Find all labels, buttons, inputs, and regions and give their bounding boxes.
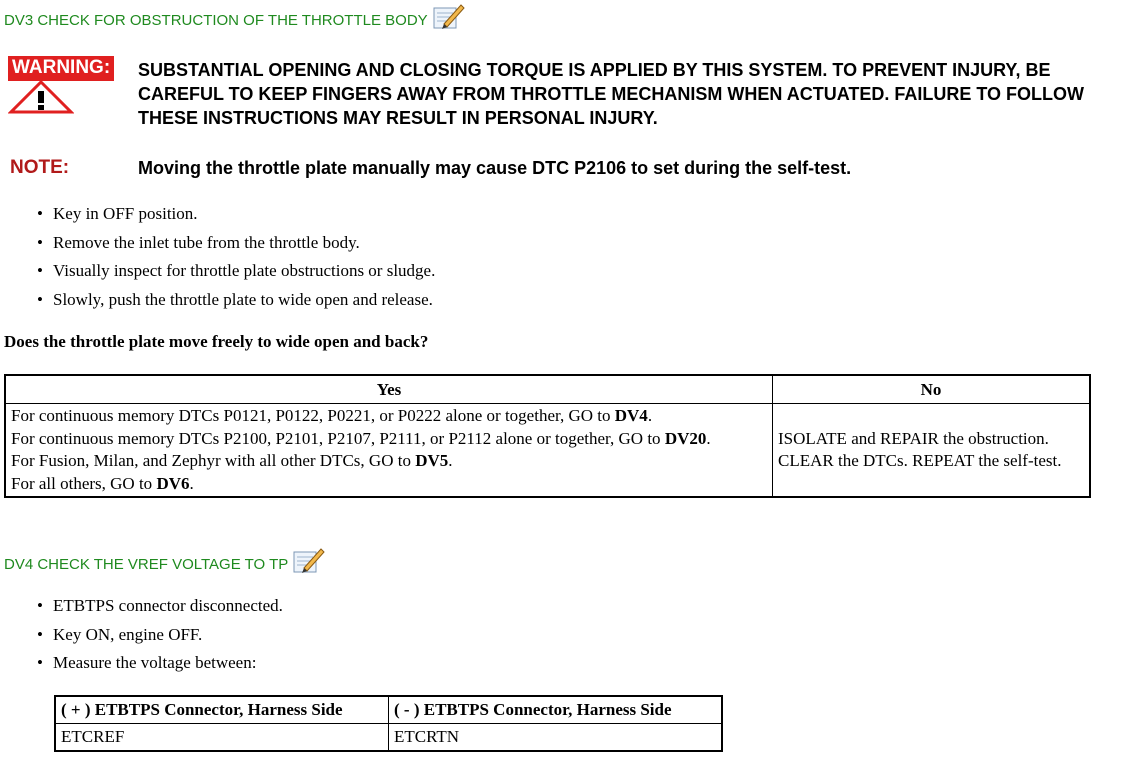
- yes-cell: [5, 404, 773, 498]
- yes-line-text: For continuous memory DTCs P0121, P0122, P0221, or P0222 alone or together, GO to: [11, 406, 615, 425]
- list-item: • Key in OFF position.: [0, 200, 435, 229]
- dv3-steps: [0, 200, 435, 314]
- yes-line: [11, 405, 767, 428]
- note-label: NOTE:: [10, 157, 70, 178]
- no-line: ISOLATE and REPAIR the obstruction.: [778, 428, 1049, 448]
- dv4-title: [4, 542, 326, 576]
- no-header: No: [773, 375, 1091, 404]
- yes-line: [11, 428, 767, 451]
- no-cell: [773, 404, 1091, 498]
- list-item: • ETBTPS connector disconnected.: [0, 592, 283, 621]
- edit-pen-icon[interactable]: [292, 546, 326, 576]
- yes-line-punct: .: [706, 428, 711, 448]
- goto-link-dv4[interactable]: DV4: [614, 406, 648, 425]
- dv3-title: [4, 0, 466, 32]
- yes-line-punct: .: [448, 451, 453, 470]
- yes-line: [11, 473, 767, 496]
- dv4-title-text: DV4 CHECK THE VREF VOLTAGE TO TP: [4, 556, 289, 573]
- yes-header: Yes: [5, 375, 773, 404]
- goto-link-dv5[interactable]: DV5: [415, 451, 449, 470]
- positive-connector-header: ( + ) ETBTPS Connector, Harness Side: [55, 696, 389, 724]
- dv4-steps: [0, 592, 283, 678]
- warning-text: SUBSTANTIAL OPENING AND CLOSING TORQUE IS APPLIED BY THIS SYSTEM. TO PREVENT INJURY, BE CAREFUL TO KEEP FINGERS AWAY FROM THROTTLE MECHANISM WHEN ACTUATED. FAILURE TO FOLLOW THESE INSTRUCTIONS MAY RESULT IN PERSONAL INJURY.: [138, 60, 1085, 128]
- warning-badge: WARNING:: [8, 56, 114, 81]
- connector-table: [54, 695, 723, 752]
- table-header-row: [5, 375, 1090, 404]
- yes-no-table: [4, 374, 1091, 498]
- positive-pin-cell: ETCREF: [55, 724, 389, 752]
- yes-line-punct: .: [647, 406, 653, 425]
- list-item: • Slowly, push the throttle plate to wide open and release.: [0, 286, 435, 315]
- dv3-title-text: DV3 CHECK FOR OBSTRUCTION OF THE THROTTLE BODY: [4, 12, 428, 29]
- goto-link-dv6[interactable]: DV6: [156, 473, 190, 493]
- table-header-row: [55, 696, 722, 724]
- table-row: [5, 404, 1090, 498]
- warning-triangle-icon: [8, 80, 74, 114]
- goto-link-dv20[interactable]: DV20: [664, 428, 707, 448]
- no-line: CLEAR the DTCs. REPEAT the self-test.: [778, 451, 1062, 470]
- table-row: [55, 724, 722, 752]
- yes-line-text: For all others, GO to: [11, 473, 157, 493]
- list-item: • Remove the inlet tube from the throttle body.: [0, 229, 435, 258]
- yes-line-text: For continuous memory DTCs P2100, P2101, P2107, P2111, or P2112 alone or together, GO to: [11, 428, 665, 448]
- yes-line-text: For Fusion, Milan, and Zephyr with all other DTCs, GO to: [11, 451, 416, 470]
- list-item: • Visually inspect for throttle plate obstructions or sludge.: [0, 257, 435, 286]
- yes-line-punct: .: [189, 473, 194, 493]
- list-item: • Measure the voltage between:: [0, 649, 283, 678]
- negative-connector-header: ( - ) ETBTPS Connector, Harness Side: [389, 696, 723, 724]
- question: Does the throttle plate move freely to wide open and back?: [4, 332, 429, 351]
- yes-line: [11, 450, 767, 473]
- note-text: Moving the throttle plate manually may cause DTC P2106 to set during the self-test.: [138, 158, 852, 178]
- edit-pen-icon[interactable]: [432, 2, 466, 32]
- list-item: • Key ON, engine OFF.: [0, 621, 283, 650]
- negative-pin-cell: ETCRTN: [389, 724, 723, 752]
